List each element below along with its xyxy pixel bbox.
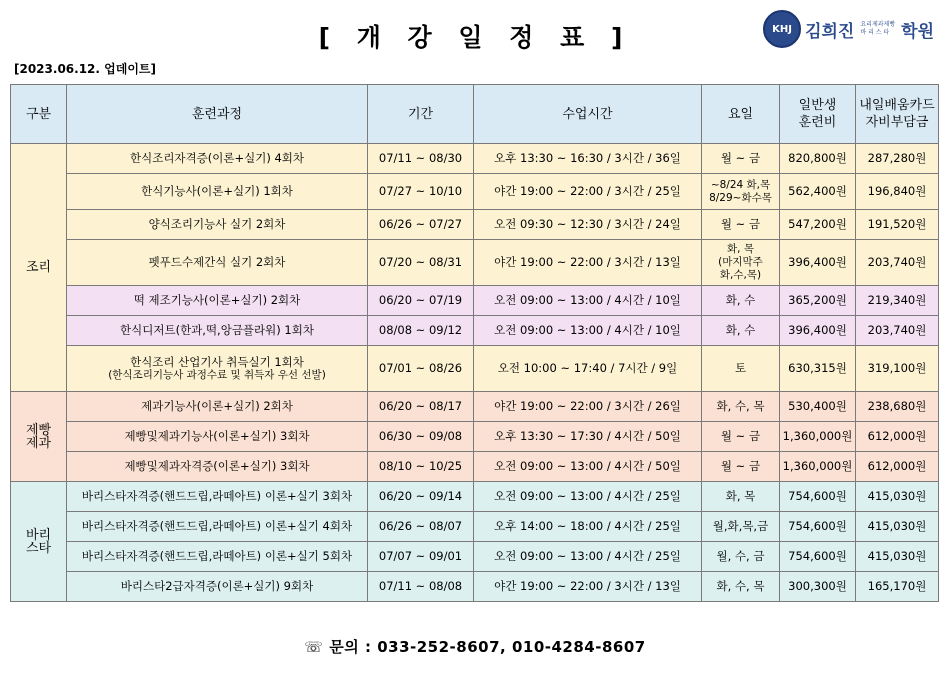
period-cell: 06/26 ~ 08/07 (368, 512, 474, 542)
period-cell: 06/20 ~ 08/17 (368, 392, 474, 422)
table-header (11, 85, 939, 144)
days-cell: 월 ~ 금 (702, 452, 780, 482)
days-cell: 토 (702, 346, 780, 392)
logo-suffix: 학원 (901, 21, 934, 42)
days-cell: ~8/24 화,목 8/29~화수목 (702, 174, 780, 210)
fee-cell: 365,200원 (780, 286, 856, 316)
course-note: (한식조리기능사 과정수료 및 취득자 우선 선발) (108, 368, 326, 381)
table-row (11, 572, 939, 602)
course-cell: 제빵및제과자격증(이론+실기) 3회차 (67, 452, 368, 482)
course-cell: 양식조리기능사 실기 2회차 (67, 210, 368, 240)
self-pay-cell: 612,000원 (856, 422, 939, 452)
fee-cell: 1,360,000원 (780, 422, 856, 452)
days-cell: 화, 수 (702, 316, 780, 346)
time-cell: 오전 09:00 ~ 13:00 / 4시간 / 25일 (474, 542, 702, 572)
column-header: 기간 (368, 85, 474, 144)
course-title: 한식조리 산업기사 취득실기 1회차 (130, 354, 304, 369)
schedule-table (10, 84, 939, 602)
period-cell: 06/26 ~ 07/27 (368, 210, 474, 240)
column-header: 일반생 훈련비 (780, 85, 856, 144)
column-header: 요일 (702, 85, 780, 144)
table-row (11, 316, 939, 346)
time-cell: 오후 13:30 ~ 16:30 / 3시간 / 36일 (474, 144, 702, 174)
table-row (11, 240, 939, 286)
category-cell: 조리 (11, 144, 67, 392)
table-row (11, 482, 939, 512)
column-header: 훈련과정 (67, 85, 368, 144)
time-cell: 오전 09:30 ~ 12:30 / 3시간 / 24일 (474, 210, 702, 240)
days-cell: 화, 수 (702, 286, 780, 316)
self-pay-cell: 319,100원 (856, 346, 939, 392)
course-cell: 한식기능사(이론+실기) 1회차 (67, 174, 368, 210)
fee-cell: 754,600원 (780, 512, 856, 542)
logo-subtitle: 요리제과제빵 바 리 스 타 (860, 21, 896, 36)
self-pay-cell: 165,170원 (856, 572, 939, 602)
time-cell: 야간 19:00 ~ 22:00 / 3시간 / 13일 (474, 240, 702, 286)
fee-cell: 754,600원 (780, 542, 856, 572)
period-cell: 06/30 ~ 09/08 (368, 422, 474, 452)
category-cell: 바리 스타 (11, 482, 67, 602)
course-cell: 바리스타2급자격증(이론+실기) 9회차 (67, 572, 368, 602)
course-cell: 한식디저트(한과,떡,앙금플라워) 1회차 (67, 316, 368, 346)
period-cell: 06/20 ~ 07/19 (368, 286, 474, 316)
fee-cell: 300,300원 (780, 572, 856, 602)
fee-cell: 754,600원 (780, 482, 856, 512)
period-cell: 07/11 ~ 08/30 (368, 144, 474, 174)
course-cell: 바리스타자격증(핸드드립,라떼아트) 이론+실기 4회차 (67, 512, 368, 542)
period-cell: 07/27 ~ 10/10 (368, 174, 474, 210)
self-pay-cell: 203,740원 (856, 316, 939, 346)
table-row (11, 144, 939, 174)
self-pay-cell: 415,030원 (856, 512, 939, 542)
self-pay-cell: 415,030원 (856, 542, 939, 572)
table-row (11, 286, 939, 316)
category-cell: 제빵 제과 (11, 392, 67, 482)
days-cell: 월 ~ 금 (702, 210, 780, 240)
period-cell: 07/11 ~ 08/08 (368, 572, 474, 602)
course-cell (67, 346, 368, 392)
table-row (11, 542, 939, 572)
time-cell: 오전 09:00 ~ 13:00 / 4시간 / 50일 (474, 452, 702, 482)
fee-cell: 562,400원 (780, 174, 856, 210)
seal-icon: KHJ (763, 10, 801, 48)
self-pay-cell: 191,520원 (856, 210, 939, 240)
time-cell: 오후 14:00 ~ 18:00 / 4시간 / 25일 (474, 512, 702, 542)
table-row (11, 174, 939, 210)
days-cell: 화, 수, 목 (702, 392, 780, 422)
fee-cell: 630,315원 (780, 346, 856, 392)
course-cell: 한식조리자격증(이론+실기) 4회차 (67, 144, 368, 174)
course-cell: 떡 제조기능사(이론+실기) 2회차 (67, 286, 368, 316)
days-cell: 월, 수, 금 (702, 542, 780, 572)
fee-cell: 547,200원 (780, 210, 856, 240)
self-pay-cell: 238,680원 (856, 392, 939, 422)
time-cell: 오전 09:00 ~ 13:00 / 4시간 / 25일 (474, 482, 702, 512)
update-date: [2023.06.12. 업데이트] (14, 62, 156, 76)
self-pay-cell: 219,340원 (856, 286, 939, 316)
period-cell: 07/20 ~ 08/31 (368, 240, 474, 286)
course-cell: 펫푸드수제간식 실기 2회차 (67, 240, 368, 286)
fee-cell: 820,800원 (780, 144, 856, 174)
period-cell: 08/08 ~ 09/12 (368, 316, 474, 346)
table-row (11, 512, 939, 542)
days-cell: 화, 목 (702, 482, 780, 512)
time-cell: 야간 19:00 ~ 22:00 / 3시간 / 25일 (474, 174, 702, 210)
academy-logo (763, 10, 934, 48)
self-pay-cell: 203,740원 (856, 240, 939, 286)
course-cell: 제과기능사(이론+실기) 2회차 (67, 392, 368, 422)
table-row (11, 346, 939, 392)
table-row (11, 210, 939, 240)
period-cell: 07/01 ~ 08/26 (368, 346, 474, 392)
days-cell: 월 ~ 금 (702, 144, 780, 174)
time-cell: 오후 13:30 ~ 17:30 / 4시간 / 50일 (474, 422, 702, 452)
period-cell: 07/07 ~ 09/01 (368, 542, 474, 572)
self-pay-cell: 415,030원 (856, 482, 939, 512)
period-cell: 08/10 ~ 10/25 (368, 452, 474, 482)
logo-brand: 김희진 (805, 21, 855, 42)
fee-cell: 1,360,000원 (780, 452, 856, 482)
self-pay-cell: 287,280원 (856, 144, 939, 174)
time-cell: 야간 19:00 ~ 22:00 / 3시간 / 26일 (474, 392, 702, 422)
fee-cell: 530,400원 (780, 392, 856, 422)
contact-info: ☏ 문의 : 033-252-8607, 010-4284-8607 (304, 638, 646, 656)
table-row (11, 422, 939, 452)
time-cell: 야간 19:00 ~ 22:00 / 3시간 / 13일 (474, 572, 702, 602)
self-pay-cell: 196,840원 (856, 174, 939, 210)
column-header: 수업시간 (474, 85, 702, 144)
time-cell: 오전 09:00 ~ 13:00 / 4시간 / 10일 (474, 316, 702, 346)
course-cell: 제빵및제과기능사(이론+실기) 3회차 (67, 422, 368, 452)
days-cell: 월,화,목,금 (702, 512, 780, 542)
table-row (11, 392, 939, 422)
fee-cell: 396,400원 (780, 316, 856, 346)
days-cell: 화, 목 (마지막주 화,수,목) (702, 240, 780, 286)
period-cell: 06/20 ~ 09/14 (368, 482, 474, 512)
time-cell: 오전 09:00 ~ 13:00 / 4시간 / 10일 (474, 286, 702, 316)
table-row (11, 452, 939, 482)
course-cell: 바리스타자격증(핸드드립,라떼아트) 이론+실기 5회차 (67, 542, 368, 572)
self-pay-cell: 612,000원 (856, 452, 939, 482)
days-cell: 화, 수, 목 (702, 572, 780, 602)
fee-cell: 396,400원 (780, 240, 856, 286)
course-cell: 바리스타자격증(핸드드립,라떼아트) 이론+실기 3회차 (67, 482, 368, 512)
time-cell: 오전 10:00 ~ 17:40 / 7시간 / 9일 (474, 346, 702, 392)
column-header: 내일배움카드 자비부담금 (856, 85, 939, 144)
column-header: 구분 (11, 85, 67, 144)
days-cell: 월 ~ 금 (702, 422, 780, 452)
page-title: [ 개 강 일 정 표 ] (318, 23, 632, 52)
